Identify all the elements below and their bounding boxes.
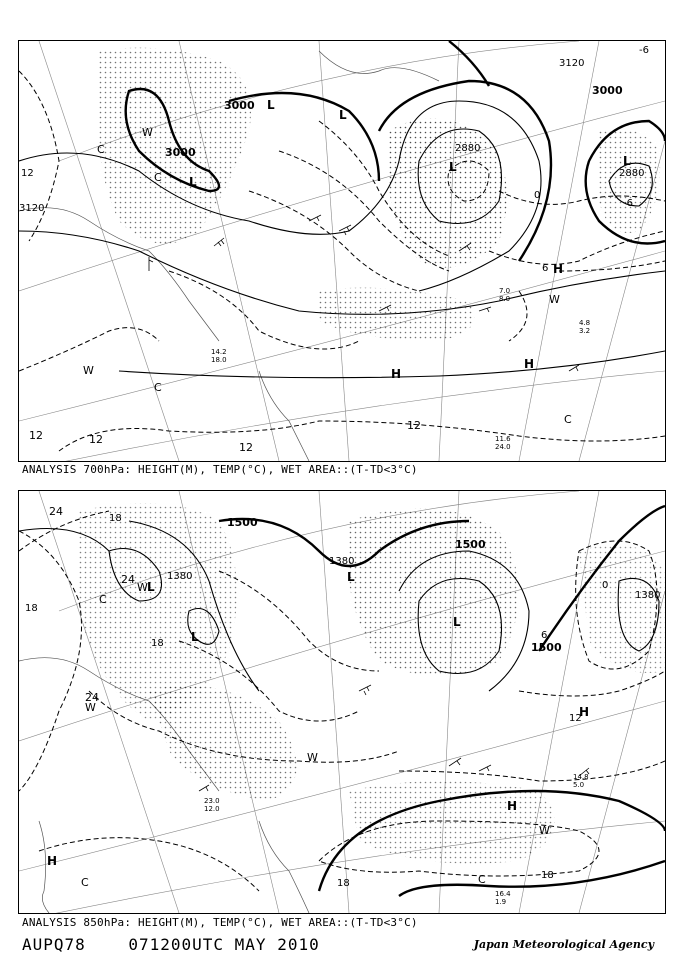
cold-marker: C	[97, 143, 105, 156]
temp-label: 24	[85, 691, 99, 704]
temp-label: 18	[25, 603, 38, 614]
warm-marker: W	[83, 364, 94, 377]
height-label: 3000	[592, 84, 623, 97]
low-center-marker: L	[623, 154, 631, 168]
cold-marker: C	[564, 413, 572, 426]
height-label: 1380	[329, 556, 355, 567]
cold-marker: C	[99, 593, 107, 606]
temp-label: -6	[639, 45, 649, 56]
station-value: 1.9	[495, 898, 507, 906]
cold-marker: C	[154, 381, 162, 394]
wet-areas	[97, 48, 661, 341]
warm-marker: W	[307, 751, 318, 764]
warm-marker: W	[549, 293, 560, 306]
temp-label: 18	[541, 870, 554, 881]
temp-label: 18	[151, 638, 164, 649]
height-label: 1500	[227, 516, 258, 529]
map-panel-700hpa	[18, 40, 666, 462]
temp-label: 12	[21, 168, 34, 179]
temp-label: 12	[239, 441, 253, 454]
cold-marker: C	[154, 171, 162, 184]
station-value: 11.6	[495, 435, 511, 443]
caption-700hpa: ANALYSIS 700hPa: HEIGHT(M), TEMP(°C), WET AREA::(T-TD<3°C)	[22, 463, 418, 476]
warm-marker: W	[85, 701, 96, 714]
height-label: 1500	[531, 641, 562, 654]
caption-850hpa: ANALYSIS 850hPa: HEIGHT(M), TEMP(°C), WET AREA::(T-TD<3°C)	[22, 916, 418, 929]
station-value: 12.0	[204, 805, 220, 813]
low-center-marker: L	[191, 630, 199, 644]
high-center-marker: H	[553, 262, 564, 276]
height-label: 3000	[165, 146, 196, 159]
station-value: 24.0	[495, 443, 511, 451]
chart-identifier	[22, 935, 320, 954]
cold-marker: C	[81, 876, 89, 889]
warm-marker: W	[137, 581, 148, 594]
low-center-marker: L	[453, 615, 461, 629]
temp-label: 6	[542, 263, 549, 274]
warm-marker: W	[142, 126, 153, 139]
chart-code: AUPQ78	[22, 935, 86, 954]
temp-label: 18	[337, 878, 350, 889]
station-value: 5.0	[573, 781, 585, 789]
height-label: 1380	[167, 571, 193, 582]
temp-label: -6	[623, 198, 633, 209]
temp-label: 18	[109, 513, 122, 524]
station-value: 7.0	[499, 287, 511, 295]
map-700hpa	[19, 41, 665, 461]
map-panel-850hpa	[18, 490, 666, 914]
height-label: 2880	[455, 143, 481, 154]
temp-label: 24	[49, 505, 63, 518]
station-value: 3.2	[579, 327, 591, 335]
station-value: 4.8	[579, 319, 591, 327]
agency-name: Japan Meteorological Agency	[473, 938, 654, 951]
high-center-marker: H	[391, 367, 402, 381]
height-label: 2880	[619, 168, 645, 179]
height-label: 3120	[19, 203, 45, 214]
station-value: 18.0	[211, 356, 227, 364]
map-850hpa	[19, 491, 665, 913]
high-center-marker: H	[579, 705, 590, 719]
low-center-marker: L	[347, 570, 355, 584]
height-label: 1380	[635, 590, 661, 601]
station-value: 14.8	[573, 773, 589, 781]
height-label: 3120	[559, 58, 585, 69]
height-label: 3000	[224, 99, 255, 112]
height-label: 1500	[455, 538, 486, 551]
temp-label: 6	[541, 630, 548, 641]
temp-label: 24	[121, 573, 135, 586]
temp-label: 12	[89, 433, 103, 446]
cold-marker: C	[478, 873, 486, 886]
temp-label: 12	[29, 429, 43, 442]
temp-label: 0	[602, 580, 609, 591]
station-value: 14.2	[211, 348, 227, 356]
high-center-marker: H	[507, 799, 518, 813]
high-center-marker: H	[524, 357, 535, 371]
low-center-marker: L	[339, 108, 347, 122]
station-value: 8.0	[499, 295, 511, 303]
low-center-marker: L	[267, 98, 275, 112]
station-value: 16.4	[495, 890, 511, 898]
low-center-marker: L	[147, 580, 155, 594]
high-center-marker: H	[47, 854, 58, 868]
temp-label: 12	[569, 713, 582, 724]
low-center-marker: L	[449, 160, 457, 174]
station-value: 23.0	[204, 797, 220, 805]
temp-label: 0	[534, 190, 541, 201]
valid-time: 071200UTC MAY 2010	[128, 935, 320, 954]
warm-marker: W	[539, 824, 550, 837]
temp-label: 12	[407, 419, 421, 432]
low-center-marker: L	[189, 175, 197, 189]
